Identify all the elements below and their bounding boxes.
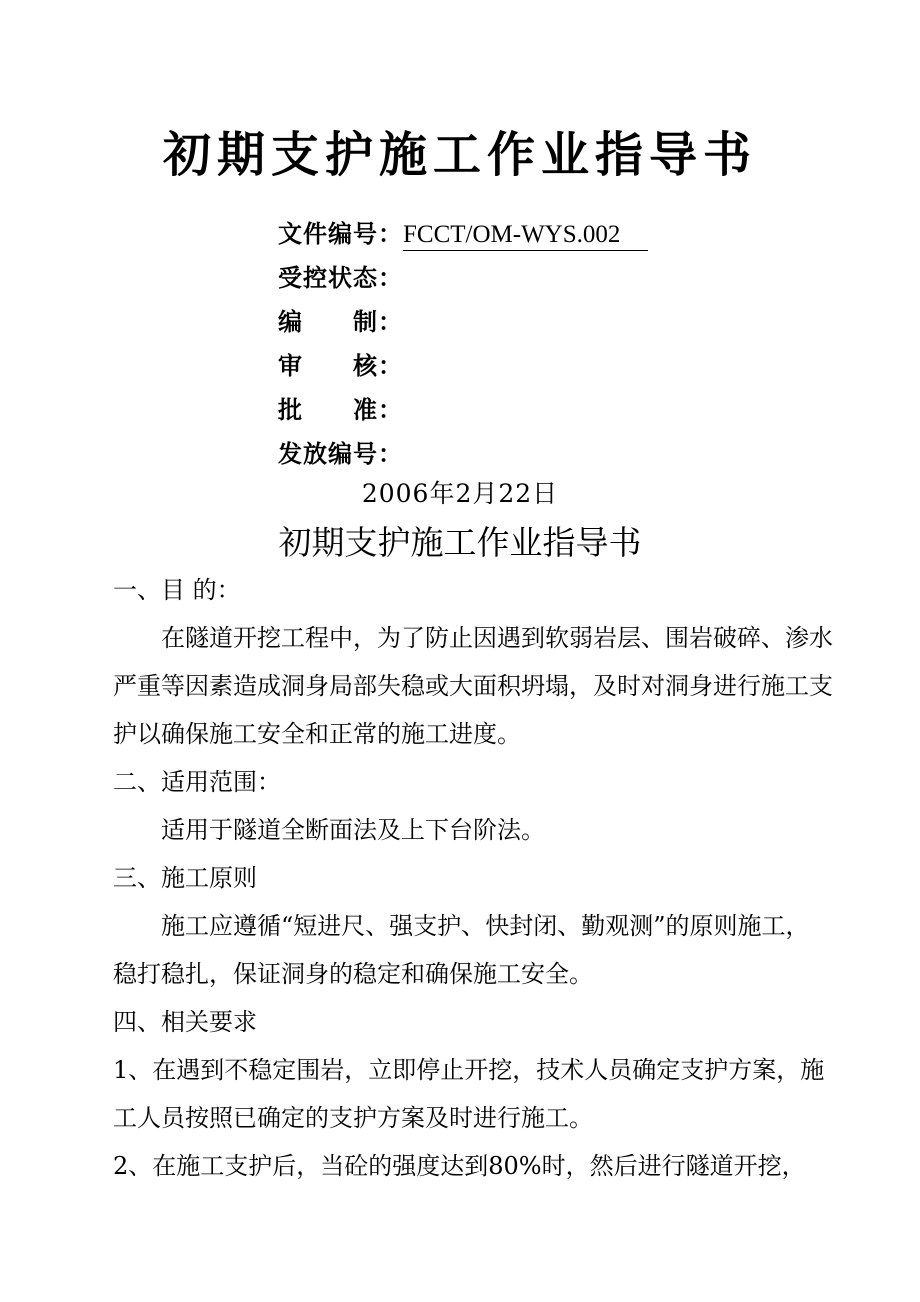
section-heading-scope: 二、适用范围： — [113, 768, 281, 796]
requirement-item-1: 1、在遇到不稳定围岩，立即停止开挖，技术人员确定支护方案，施工人员按照已确定的支护方案及时进行施工。 — [113, 1056, 825, 1132]
meta-row-issue-number — [278, 432, 798, 476]
meta-label: 审 核： — [278, 351, 403, 380]
meta-label: 批 准： — [278, 395, 403, 424]
meta-row-file-number — [278, 212, 798, 256]
meta-label: 编 制： — [278, 307, 403, 336]
file-number-value: FCCT/OM-WYS.002 — [403, 220, 648, 251]
cover-meta-block — [278, 212, 798, 476]
meta-label: 发放编号： — [278, 439, 403, 468]
meta-row-reviewed — [278, 344, 798, 388]
section-heading-purpose: 一、目 的： — [113, 576, 241, 604]
document-title: 初期支护施工作业指导书 — [278, 523, 642, 562]
document-date: 2006年2月22日 — [361, 479, 559, 508]
section-paragraph-scope: 适用于隧道全断面法及上下台阶法。 — [161, 816, 545, 844]
section-heading-requirements: 四、相关要求 — [113, 1008, 257, 1036]
meta-row-compiled — [278, 300, 798, 344]
section-heading-principle: 三、施工原则 — [113, 864, 257, 892]
document-body — [113, 566, 833, 1190]
section-paragraph-principle: 施工应遵循“短进尺、强支护、快封闭、勤观测”的原则施工，稳打稳扎，保证洞身的稳定和确保施工安全。 — [113, 912, 810, 988]
meta-label: 文件编号： — [278, 219, 403, 248]
meta-row-approved — [278, 388, 798, 432]
meta-label: 受控状态： — [278, 263, 403, 292]
meta-row-control-status — [278, 256, 798, 300]
requirement-item-2: 2、在施工支护后，当砼的强度达到80%时，然后进行隧道开挖， — [113, 1152, 806, 1180]
section-paragraph-purpose: 在隧道开挖工程中，为了防止因遇到软弱岩层、围岩破碎、渗水严重等因素造成洞身局部失稳或大面积坍塌，及时对洞身进行施工支护以确保施工安全和正常的施工进度。 — [113, 624, 833, 748]
cover-title: 初期支护施工作业指导书 — [162, 127, 757, 183]
